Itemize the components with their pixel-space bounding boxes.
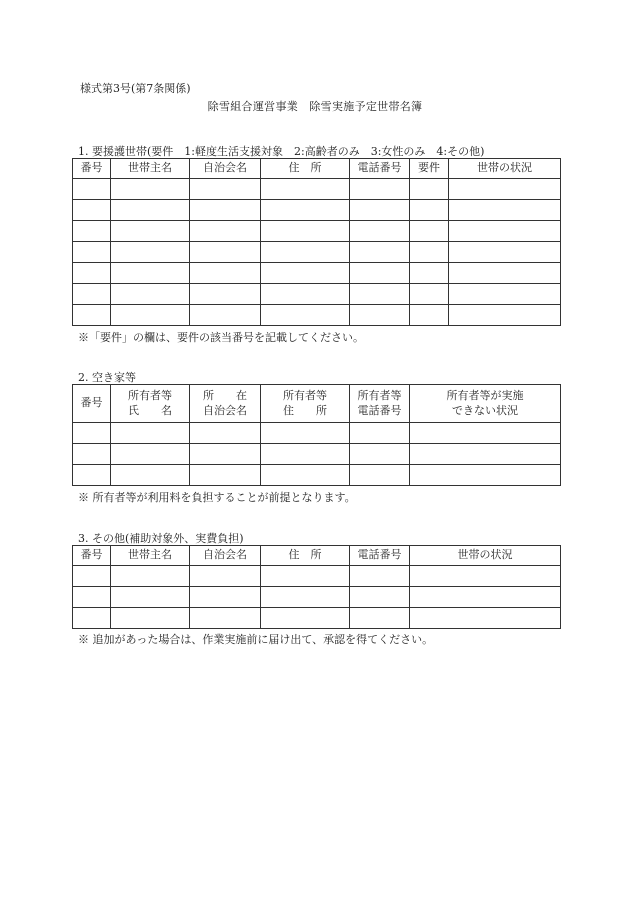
blank-cell[interactable] <box>190 444 261 465</box>
blank-cell[interactable] <box>261 242 350 263</box>
blank-cell[interactable] <box>410 444 561 465</box>
col-header-household-status: 世帯の状況 <box>410 546 561 566</box>
blank-cell[interactable] <box>449 284 561 305</box>
blank-cell[interactable] <box>111 284 190 305</box>
blank-cell[interactable] <box>111 423 190 444</box>
blank-cell[interactable] <box>111 444 190 465</box>
blank-cell[interactable] <box>261 587 350 608</box>
section1-note: ※「要件」の欄は、要件の該当番号を記載してください。 <box>78 331 364 344</box>
blank-cell[interactable] <box>410 263 449 284</box>
table-row <box>73 423 561 444</box>
blank-cell[interactable] <box>350 242 410 263</box>
blank-cell[interactable] <box>190 263 261 284</box>
blank-cell[interactable] <box>410 305 449 326</box>
blank-cell[interactable] <box>350 263 410 284</box>
blank-cell[interactable] <box>111 587 190 608</box>
blank-cell[interactable] <box>73 566 111 587</box>
blank-cell[interactable] <box>73 221 111 242</box>
blank-cell[interactable] <box>111 305 190 326</box>
col-header-number: 番号 <box>73 385 111 423</box>
blank-cell[interactable] <box>350 587 410 608</box>
vacant-houses-table <box>72 384 561 486</box>
table-row <box>73 305 561 326</box>
section3-heading: 3. その他(補助対象外、実費負担) <box>78 532 244 545</box>
blank-cell[interactable] <box>190 423 261 444</box>
col-header-owner-phone: 所有者等 電話番号 <box>350 385 410 423</box>
blank-cell[interactable] <box>410 221 449 242</box>
blank-cell[interactable] <box>261 263 350 284</box>
blank-cell[interactable] <box>190 305 261 326</box>
col-header-owner-unable-status: 所有者等が実施 できない状況 <box>410 385 561 423</box>
blank-cell[interactable] <box>449 221 561 242</box>
blank-cell[interactable] <box>73 465 111 486</box>
col-header-phone: 電話番号 <box>350 546 410 566</box>
table-row <box>73 566 561 587</box>
blank-cell[interactable] <box>350 444 410 465</box>
col-header-householder-name: 世帯主名 <box>111 159 190 179</box>
blank-cell[interactable] <box>449 179 561 200</box>
col-header-owner-address: 所有者等 住 所 <box>261 385 350 423</box>
blank-cell[interactable] <box>410 284 449 305</box>
blank-cell[interactable] <box>73 284 111 305</box>
col-header-requirement: 要件 <box>410 159 449 179</box>
blank-cell[interactable] <box>190 221 261 242</box>
blank-cell[interactable] <box>73 242 111 263</box>
col-header-household-status: 世帯の状況 <box>449 159 561 179</box>
table-row <box>73 284 561 305</box>
blank-cell[interactable] <box>111 465 190 486</box>
col-header-address: 住 所 <box>261 159 350 179</box>
blank-cell[interactable] <box>350 566 410 587</box>
blank-cell[interactable] <box>350 608 410 629</box>
col-header-location-association: 所 在 自治会名 <box>190 385 261 423</box>
blank-cell[interactable] <box>111 200 190 221</box>
table-row <box>73 263 561 284</box>
blank-cell[interactable] <box>190 284 261 305</box>
blank-cell[interactable] <box>261 465 350 486</box>
blank-cell[interactable] <box>73 200 111 221</box>
table-row <box>73 465 561 486</box>
form-number: 様式第3号(第7条関係) <box>80 82 191 95</box>
blank-cell[interactable] <box>73 444 111 465</box>
blank-cell[interactable] <box>73 263 111 284</box>
col-header-owner-name: 所有者等 氏 名 <box>111 385 190 423</box>
blank-cell[interactable] <box>73 423 111 444</box>
blank-cell[interactable] <box>261 284 350 305</box>
blank-cell[interactable] <box>261 444 350 465</box>
blank-cell[interactable] <box>350 179 410 200</box>
blank-cell[interactable] <box>350 221 410 242</box>
blank-cell[interactable] <box>261 608 350 629</box>
blank-cell[interactable] <box>261 305 350 326</box>
table-row <box>73 608 561 629</box>
blank-cell[interactable] <box>73 587 111 608</box>
col-header-neighborhood-association: 自治会名 <box>190 159 261 179</box>
col-header-neighborhood-association: 自治会名 <box>190 546 261 566</box>
col-header-phone: 電話番号 <box>350 159 410 179</box>
blank-cell[interactable] <box>111 242 190 263</box>
table-row <box>73 221 561 242</box>
blank-cell[interactable] <box>261 566 350 587</box>
blank-cell[interactable] <box>261 221 350 242</box>
table-row <box>73 242 561 263</box>
section1-heading: 1. 要援護世帯(要件 1:軽度生活支援対象 2:高齢者のみ 3:女性のみ 4:その他) <box>78 145 485 158</box>
col-header-number: 番号 <box>73 546 111 566</box>
section2-note: ※ 所有者等が利用料を負担することが前提となります。 <box>78 491 356 504</box>
table-row <box>73 179 561 200</box>
table-row <box>73 200 561 221</box>
blank-cell[interactable] <box>350 305 410 326</box>
blank-cell[interactable] <box>410 200 449 221</box>
blank-cell[interactable] <box>449 242 561 263</box>
blank-cell[interactable] <box>190 566 261 587</box>
blank-cell[interactable] <box>410 179 449 200</box>
blank-cell[interactable] <box>350 465 410 486</box>
blank-cell[interactable] <box>261 423 350 444</box>
blank-cell[interactable] <box>111 221 190 242</box>
blank-cell[interactable] <box>73 305 111 326</box>
blank-cell[interactable] <box>190 200 261 221</box>
blank-cell[interactable] <box>190 587 261 608</box>
blank-cell[interactable] <box>410 423 561 444</box>
blank-cell[interactable] <box>410 608 561 629</box>
other-households-table <box>72 545 561 629</box>
blank-cell[interactable] <box>111 263 190 284</box>
blank-cell[interactable] <box>449 305 561 326</box>
blank-cell[interactable] <box>190 465 261 486</box>
support-households-table <box>72 158 561 326</box>
blank-cell[interactable] <box>350 423 410 444</box>
col-header-number: 番号 <box>73 159 111 179</box>
blank-cell[interactable] <box>261 200 350 221</box>
blank-cell[interactable] <box>261 179 350 200</box>
blank-cell[interactable] <box>111 179 190 200</box>
blank-cell[interactable] <box>73 179 111 200</box>
blank-cell[interactable] <box>410 566 561 587</box>
document-title: 除雪組合運営事業 除雪実施予定世帯名簿 <box>207 100 423 113</box>
blank-cell[interactable] <box>111 566 190 587</box>
blank-cell[interactable] <box>410 465 561 486</box>
table-row <box>73 587 561 608</box>
section2-heading: 2. 空き家等 <box>78 371 136 384</box>
table-row <box>73 444 561 465</box>
blank-cell[interactable] <box>410 242 449 263</box>
blank-cell[interactable] <box>350 284 410 305</box>
col-header-address: 住 所 <box>261 546 350 566</box>
blank-cell[interactable] <box>350 200 410 221</box>
blank-cell[interactable] <box>190 608 261 629</box>
blank-cell[interactable] <box>449 200 561 221</box>
section3-note: ※ 追加があった場合は、作業実施前に届け出て、承認を得てください。 <box>78 633 434 646</box>
blank-cell[interactable] <box>73 608 111 629</box>
blank-cell[interactable] <box>190 242 261 263</box>
blank-cell[interactable] <box>111 608 190 629</box>
blank-cell[interactable] <box>410 587 561 608</box>
blank-cell[interactable] <box>190 179 261 200</box>
blank-cell[interactable] <box>449 263 561 284</box>
col-header-householder-name: 世帯主名 <box>111 546 190 566</box>
